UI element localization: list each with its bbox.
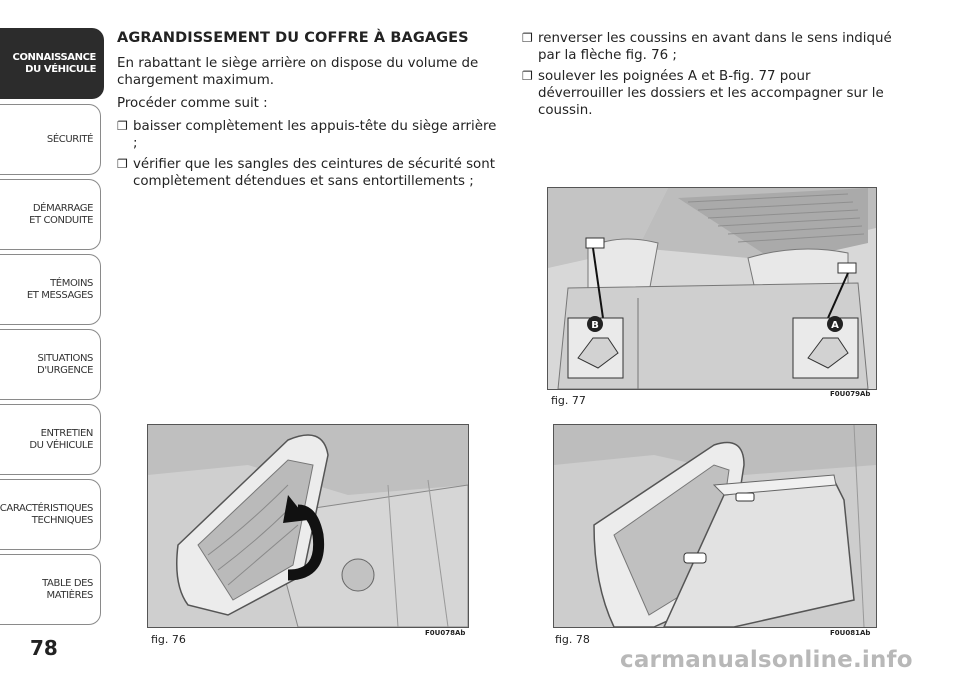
figure-78-image	[553, 424, 877, 628]
procedure-paragraph: Procéder comme suit :	[117, 96, 268, 111]
intro-paragraph: En rabattant le siège arrière on dispose du volume de chargement maximum.	[117, 56, 479, 88]
list-item	[522, 30, 892, 64]
checkbox-bullet-icon: ❐	[522, 31, 533, 45]
list-item-text: renverser les coussins en avant dans le sens indiqué par la flèche fig. 76 ;	[538, 31, 892, 63]
tab-entretien-du-vehicule[interactable]	[0, 404, 101, 475]
checkbox-bullet-icon: ❐	[522, 69, 533, 83]
list-item-text: vérifier que les sangles des ceintures de sécurité sont complètement détendues et sans entortillements ;	[133, 157, 495, 189]
figure-77-image	[547, 187, 877, 390]
tab-caracteristiques-techniques[interactable]	[0, 479, 101, 550]
tab-temoins-et-messages[interactable]	[0, 254, 101, 325]
tab-label: SITUATIONS D'URGENCE	[37, 352, 93, 376]
figure-76-image	[147, 424, 469, 628]
list-item-text: soulever les poignées A et B-fig. 77 pour déverrouiller les dossiers et les accompagner sur le coussin.	[538, 69, 884, 118]
fig-78-code: F0U081Ab	[830, 629, 871, 637]
checkbox-bullet-icon: ❐	[117, 119, 128, 133]
fig-78-caption: fig. 78	[555, 633, 590, 646]
fig-76-caption: fig. 76	[151, 633, 186, 646]
checkbox-bullet-icon: ❐	[117, 157, 128, 171]
tab-demarrage-et-conduite[interactable]	[0, 179, 101, 250]
list-item-text: baisser complètement les appuis-tête du siège arrière ;	[133, 119, 497, 151]
label-b: B	[591, 320, 599, 331]
tab-situations-d-urgence[interactable]	[0, 329, 101, 400]
page-number: 78	[30, 636, 58, 660]
tab-label: SÉCURITÉ	[46, 133, 93, 145]
fig-77-caption: fig. 77	[551, 394, 586, 407]
label-a: A	[831, 320, 839, 331]
tab-label: TÉMOINS ET MESSAGES	[26, 277, 93, 301]
tab-connaissance-du-vehicule[interactable]	[0, 28, 104, 99]
tab-securite[interactable]	[0, 104, 101, 175]
tab-label: TABLE DES MATIÈRES	[42, 577, 93, 601]
right-column	[522, 30, 892, 123]
list-item	[117, 156, 502, 190]
list-item	[117, 118, 502, 152]
tab-label: ENTRETIEN DU VÉHICULE	[29, 427, 93, 451]
section-title: AGRANDISSEMENT DU COFFRE À BAGAGES	[117, 30, 469, 46]
tab-label: CARACTÉRISTIQUES TECHNIQUES	[0, 502, 93, 526]
tab-label: DÉMARRAGE ET CONDUITE	[29, 202, 93, 226]
left-column	[117, 30, 502, 194]
tab-label: CONNAISSANCE DU VÉHICULE	[12, 51, 96, 75]
tab-table-des-matieres[interactable]	[0, 554, 101, 625]
list-item	[522, 68, 892, 119]
watermark-text: carmanualsonline.info	[620, 647, 913, 673]
fig-77-code: F0U079Ab	[830, 390, 871, 398]
fig-76-code: F0U078Ab	[425, 629, 466, 637]
